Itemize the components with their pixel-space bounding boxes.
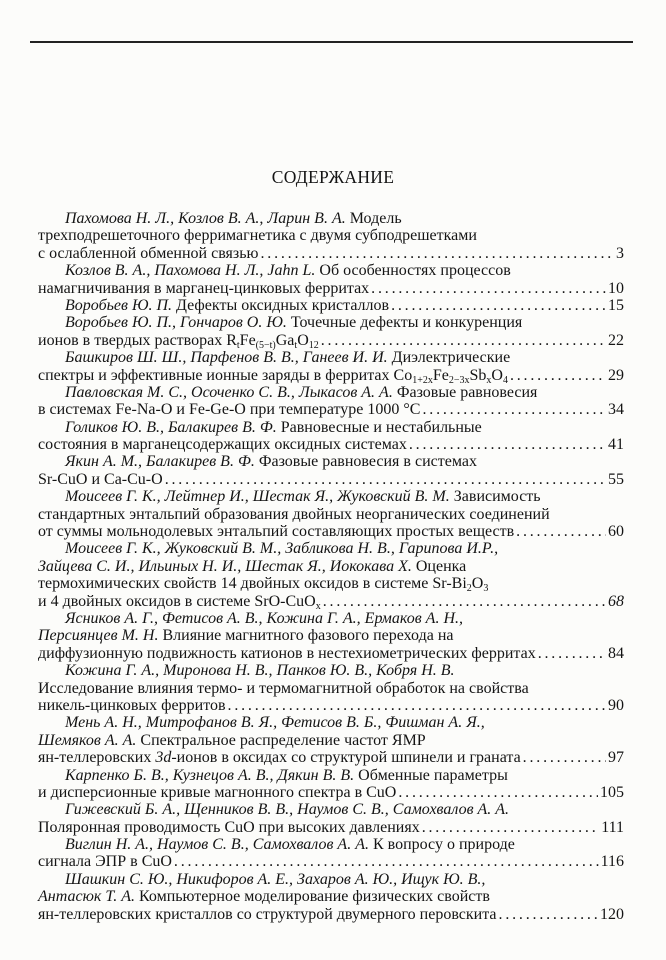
dot-leader [260,245,614,262]
entry-authors: Моисеев Г. К., Жуковский В. М., Забликова Н. В., Гарипова И.Р., [65,540,499,558]
entry-title: в системах Fe-Na-O и Fe-Ge-O при температуре 1000 °C [38,401,421,419]
entry-title: от суммы мольнодолевых энтальпий составляющих простых веществ [38,523,515,541]
entry-page-number: 90 [608,696,624,714]
entry-authors: Антасюк Т. А. [38,888,135,906]
toc-entry[interactable] [38,349,624,384]
dot-leader [422,819,600,836]
entry-page-number: 10 [608,279,624,297]
entry-authors: Павловская М. С., Осоченко С. В., Лыкасов А. А. [65,383,393,401]
header-rule [30,41,633,43]
entry-authors: Воробьев Ю. П., Гончаров О. Ю. [65,314,287,332]
toc-entry[interactable] [38,453,624,488]
toc-entry[interactable] [38,540,624,610]
entry-title: Компьютерное моделирование физических свойств [139,888,490,906]
entry-page-number: 55 [608,470,624,488]
toc-entry[interactable] [38,262,624,297]
entry-authors: Персиянцев М. Н. [38,627,159,645]
toc-entry[interactable] [38,801,624,836]
entry-title: К вопросу о природе [372,836,515,854]
entry-title: Об особенностях процессов [319,262,511,280]
entry-page-number: 34 [608,401,624,419]
entry-authors: Зайцева С. И., Ильиных Н. И., Шестак Я., Иококава Х. [38,557,412,575]
toc-entry[interactable] [38,836,624,871]
entry-title: состояния в марганецсодержащих оксидных системах [38,436,407,454]
dot-leader [523,749,606,766]
entry-authors: Пахомова Н. Л., Козлов В. А., Ларин В. А. [65,210,346,227]
entry-page-number: 116 [600,853,624,871]
dot-leader [321,332,606,349]
entry-title: Диэлектрические [391,349,511,367]
entry-authors: Башкиров Ш. Ш., Парфенов В. В., Ганеев И. И. [65,349,388,367]
entry-title: Модель [349,210,402,227]
entry-title: диффузионную подвижность катионов в нестехиометрических ферритах [38,644,536,662]
dot-leader [391,297,606,314]
entry-title: Исследование влияния термо- и термомагнитной обработок на свойства [38,679,529,697]
dot-leader [165,471,606,488]
entry-authors: Гижевский Б. А., Щенников В. В., Наумов С. В., Самохвалов А. А. [65,801,510,819]
entry-authors: Шашкин С. Ю., Никифоров А. Е., Захаров А. Ю., Ищук Ю. В., [65,870,486,888]
entry-title: Обменные параметры [358,766,508,784]
entry-title: трехподрешеточного ферримагнетика с двумя субподрешетками [38,227,477,245]
entry-authors: Моисеев Г. К., Лейтнер И., Шестак Я., Жуковский В. М. [65,488,450,506]
entry-title: стандартных энтальпий образования двойных неорганических соединений [38,505,550,523]
entry-authors: Козлов В. А., Пахомова Н. Л., Jahn L. [65,262,316,280]
toc-entry[interactable] [38,210,624,262]
entry-title: термохимических свойств 14 двойных оксидов в системе $Sr-Bi_2O_3$ [38,575,489,595]
dot-leader [323,593,606,610]
toc-entry[interactable] [38,384,624,419]
entry-title: Влияние магнитного фазового перехода на [162,627,454,645]
toc-entry[interactable] [38,610,624,662]
toc-entry[interactable] [38,297,624,314]
toc-entry[interactable] [38,662,624,714]
entry-title: Оценка [415,557,467,575]
entry-title: Фазовые равновесия [396,383,538,401]
entry-title: Sr-CuO и Ca-Cu-O [38,470,163,488]
entry-title: Фазовые равновесия в системах [258,453,477,471]
entry-authors: Якин А. М., Балакирев В. Ф. [65,453,255,471]
entry-authors: Голиков Ю. В., Балакирев В. Ф. [65,418,277,436]
entry-authors: Карпенко Б. В., Кузнецов А. В., Дякин В. В. [65,766,355,784]
dot-leader [409,436,606,453]
dot-leader [422,401,606,418]
dot-leader [228,697,606,714]
entry-title: никель-цинковых ферритов [38,696,226,714]
entry-title: Равновесные и нестабильные [280,418,482,436]
dot-leader [516,523,606,540]
entry-title: Дефекты оксидных кристаллов [176,296,390,314]
entry-title: ян-теллеровских кристаллов со структурой двумерного перовскита [38,905,497,923]
toc-entry[interactable] [38,714,624,766]
entry-title: ионов в твердых растворах $R_tFe_{(5-t)}Ga_tO_{12}$ [38,331,319,351]
entry-authors: Воробьев Ю. П. [65,296,173,314]
toc-entry[interactable] [38,871,624,923]
entry-title: Зависимость [453,488,541,506]
entry-title: сигнала ЭПР в CuO [38,853,172,871]
entry-title: Спектральное распределение частот ЯМР [140,731,426,749]
entry-page-number: 3 [616,244,624,262]
entry-title: Поляронная проводимость CuO при высоких давлениях [38,818,420,836]
entry-authors: Мень А. Н., Митрофанов В. Я., Фетисов В. Б., Фишман А. Я., [65,714,485,732]
dot-leader [538,645,606,662]
entry-title: ян-теллеровских 3d-ионов в оксидах со структурой шпинели и граната [38,749,521,767]
entry-title: и дисперсионные кривые магнонного спектра в CuO [38,783,397,801]
entry-title: намагничивания в марганец-цинковых ферритах [38,279,370,297]
entry-page-number: 22 [608,331,624,349]
entry-title: Точечные дефекты и конкуренция [290,314,523,332]
toc-entry[interactable] [38,419,624,454]
entry-title: и 4 двойных оксидов в системе SrO-CuO$_x$ [38,592,321,612]
entry-page-number: 120 [600,905,624,923]
toc-entry[interactable] [38,488,624,540]
entry-authors: Виглин Н. А., Наумов С. В., Самохвалов А. А. [65,836,369,854]
entry-page-number: 84 [608,644,624,662]
table-of-contents [38,210,624,923]
entry-page-number: 105 [600,783,624,801]
dot-leader [510,367,606,384]
entry-page-number: 97 [608,749,624,767]
entry-title: спектры и эффективные ионные заряды в ферритах $Co_{1+2x}Fe_{2-3x}Sb_xO_4$ [38,366,508,386]
toc-entry[interactable] [38,767,624,802]
entry-page-number: 111 [601,818,624,836]
page-title: СОДЕРЖАНИЕ [271,167,395,187]
entry-page-number: 29 [608,366,624,384]
dot-leader [371,280,606,297]
entry-authors: Ясников А. Г., Фетисов А. В., Кожина Г. А., Ермаков А. Н., [65,609,463,627]
dot-leader [398,784,598,801]
entry-page-number: 60 [608,523,624,541]
dot-leader [174,853,599,870]
entry-title: с ослабленной обменной связью [38,244,259,262]
entry-page-number: 15 [608,296,624,314]
entry-authors: Шемяков А. А. [38,731,137,749]
entry-page-number: 68 [608,592,624,610]
entry-page-number: 41 [608,436,624,454]
dot-leader [499,906,598,923]
entry-authors: Кожина Г. А., Миронова Н. В., Панков Ю. В., Кобря Н. В. [65,662,455,680]
toc-entry[interactable] [38,314,624,349]
